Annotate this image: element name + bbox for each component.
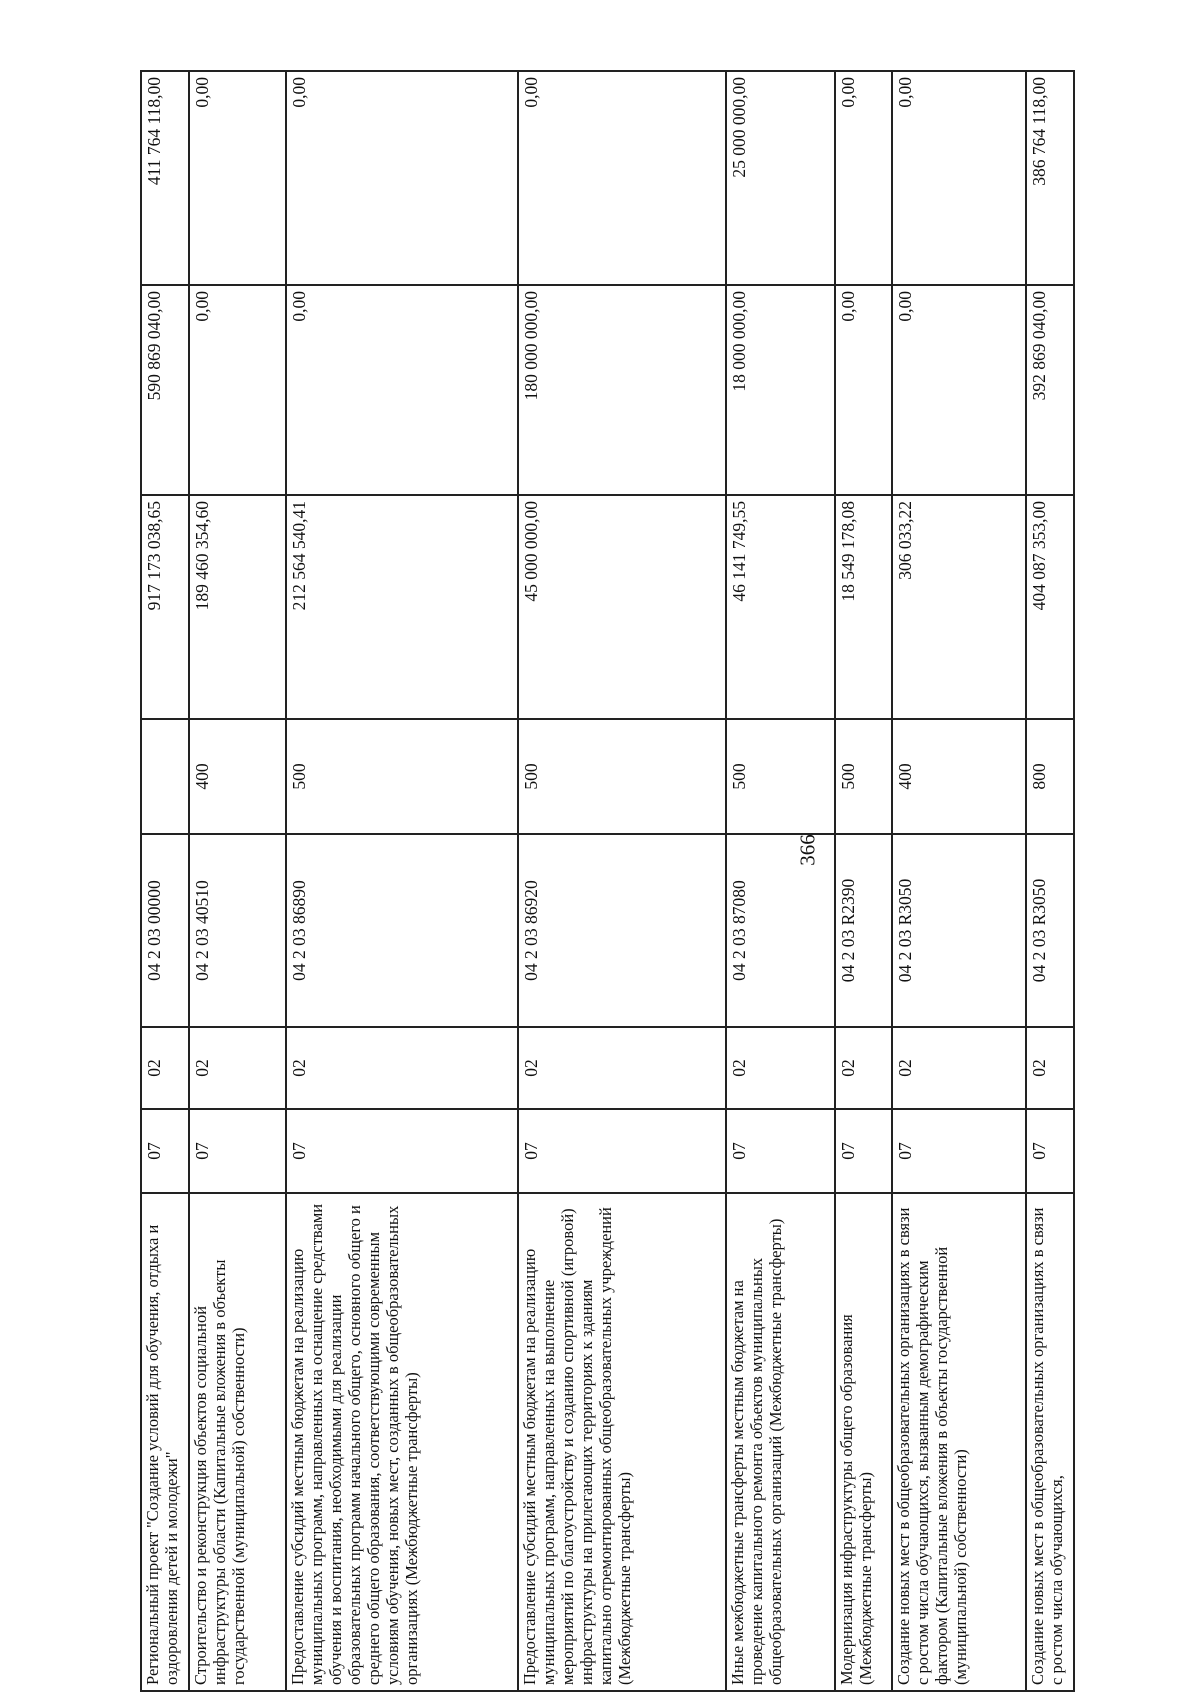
row-sum-1: 18 549 178,08	[835, 495, 892, 719]
row-expense-type: 500	[286, 719, 518, 834]
row-sum-1: 189 460 354,60	[189, 495, 286, 719]
row-target-article: 04 2 03 R3050	[892, 834, 1025, 1027]
row-sum-2: 18 000 000,00	[726, 285, 835, 495]
row-sum-2: 0,00	[189, 285, 286, 495]
row-section-code: 07	[726, 1109, 835, 1193]
row-target-article: 04 2 03 R2390	[835, 834, 892, 1027]
row-expense-type: 800	[1026, 719, 1074, 834]
row-description: Региональный проект "Создание условий для обучения, отдыха и оздоровления детей и молодежи"	[141, 1193, 189, 1691]
row-expense-type: 400	[892, 719, 1025, 834]
budget-table-rotated	[140, 72, 1075, 1692]
row-section-code: 07	[141, 1109, 189, 1193]
row-sum-3: 386 764 118,00	[1026, 71, 1074, 285]
row-sum-2: 0,00	[835, 285, 892, 495]
row-expense-type: 500	[835, 719, 892, 834]
row-expense-type: 500	[726, 719, 835, 834]
row-subsection-code: 02	[892, 1027, 1025, 1109]
row-sum-2: 180 000 000,00	[518, 285, 726, 495]
table-row	[189, 71, 286, 1691]
row-description: Строительство и реконструкция объектов социальной инфраструктуры области (Капитальные вложения в объекты государственной (муниципальной) собственности)	[189, 1193, 286, 1691]
row-sum-3: 0,00	[286, 71, 518, 285]
row-sum-3: 411 764 118,00	[141, 71, 189, 285]
page-number: 366	[795, 834, 820, 866]
budget-table	[140, 70, 1075, 1692]
row-subsection-code: 02	[518, 1027, 726, 1109]
row-section-code: 07	[1026, 1109, 1074, 1193]
row-expense-type: 400	[189, 719, 286, 834]
row-sum-3: 0,00	[518, 71, 726, 285]
row-sum-1: 306 033,22	[892, 495, 1025, 719]
row-sum-3: 0,00	[892, 71, 1025, 285]
row-subsection-code: 02	[1026, 1027, 1074, 1109]
row-description: Предоставление субсидий местным бюджетам на реализацию муниципальных программ, направленных на выполнение мероприятий по благоустройству и созданию спортивной (игровой) инфраструктуры на прилегающих территориях к зданиям капитально отремонтированных общеобразовательных учреждений (Межбюджетные трансферты)	[518, 1193, 726, 1691]
row-sum-3: 25 000 000,00	[726, 71, 835, 285]
row-target-article: 04 2 03 R3050	[1026, 834, 1074, 1027]
row-section-code: 07	[892, 1109, 1025, 1193]
row-sum-2: 0,00	[286, 285, 518, 495]
table-row	[1026, 71, 1074, 1691]
table-row	[518, 71, 726, 1691]
row-description: Создание новых мест в общеобразовательных организациях в связи с ростом числа обучающихся, вызванным демографическим фактором (Капитальные вложения в объекты государственной (муниципальной) собственности)	[892, 1193, 1025, 1691]
row-section-code: 07	[835, 1109, 892, 1193]
row-sum-2: 392 869 040,00	[1026, 285, 1074, 495]
row-sum-1: 212 564 540,41	[286, 495, 518, 719]
row-section-code: 07	[518, 1109, 726, 1193]
row-sum-2: 590 869 040,00	[141, 285, 189, 495]
row-subsection-code: 02	[726, 1027, 835, 1109]
row-sum-2: 0,00	[892, 285, 1025, 495]
row-subsection-code: 02	[835, 1027, 892, 1109]
row-target-article: 04 2 03 40510	[189, 834, 286, 1027]
row-sum-1: 45 000 000,00	[518, 495, 726, 719]
row-sum-1: 917 173 038,65	[141, 495, 189, 719]
table-row	[892, 71, 1025, 1691]
table-row	[286, 71, 518, 1691]
row-subsection-code: 02	[141, 1027, 189, 1109]
row-target-article: 04 2 03 86890	[286, 834, 518, 1027]
table-row	[141, 71, 189, 1691]
row-sum-3: 0,00	[835, 71, 892, 285]
row-target-article: 04 2 03 87080	[726, 834, 835, 1027]
row-sum-1: 404 087 353,00	[1026, 495, 1074, 719]
row-description: Модернизация инфраструктуры общего образования (Межбюджетные трансферты)	[835, 1193, 892, 1691]
row-expense-type	[141, 719, 189, 834]
row-sum-1: 46 141 749,55	[726, 495, 835, 719]
table-row	[835, 71, 892, 1691]
row-section-code: 07	[286, 1109, 518, 1193]
row-description: Предоставление субсидий местным бюджетам на реализацию муниципальных программ, направленных на оснащение средствами обучения и воспитания, необходимыми для реализации образовательных программ начального общего, основного общего и среднего общего образования, соответствующими современным условиям обучения, новых мест, созданных в общеобразовательных организациях (Межбюджетные трансферты)	[286, 1193, 518, 1691]
row-target-article: 04 2 03 00000	[141, 834, 189, 1027]
row-section-code: 07	[189, 1109, 286, 1193]
table-row	[726, 71, 835, 1691]
row-description: Создание новых мест в общеобразовательных организациях в связи с ростом числа обучающихся,	[1026, 1193, 1074, 1691]
row-target-article: 04 2 03 86920	[518, 834, 726, 1027]
row-subsection-code: 02	[286, 1027, 518, 1109]
row-sum-3: 0,00	[189, 71, 286, 285]
row-description: Иные межбюджетные трансферты местным бюджетам на проведение капитального ремонта объектов муниципальных общеобразовательных организаций (Межбюджетные трансферты)	[726, 1193, 835, 1691]
row-expense-type: 500	[518, 719, 726, 834]
row-subsection-code: 02	[189, 1027, 286, 1109]
